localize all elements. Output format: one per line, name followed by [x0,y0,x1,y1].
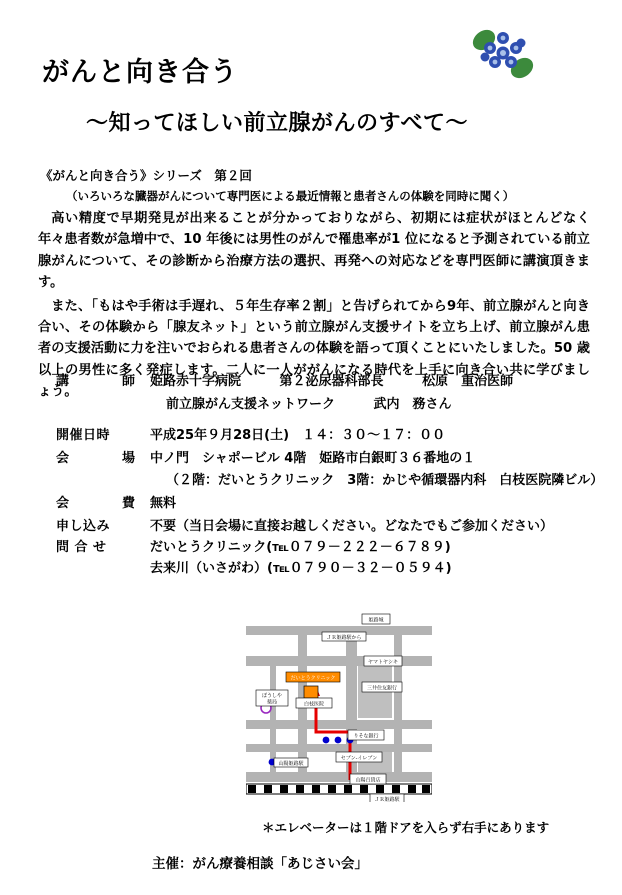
page-title: がんと向き合う [42,57,238,88]
detail-row-fee [38,494,598,514]
speaker-department: 第２泌尿器科部長 [279,374,384,389]
detail-value-venue: 中ノ門 シャポービル 4階 姫路市白銀町３６番地の１ [150,451,476,467]
organizer: 主催：がん療養相談「あじさい会」 [152,856,368,872]
detail-row-venue-note [38,471,604,491]
paragraph-1: 高い精度で早期発見が出来ることが分かっておりながら、初期には症状がほとんどなく年々患者数が急増中で、10 年後には男性のがんで罹患率が1 位になると予測されている前立腺がんについて、その診断から治療方法の選択、再発への対応などを専門医師に講演頂きます。 [38,211,590,291]
map-label-seven: セブン-イレブン [340,755,378,762]
railway-hatch [246,784,432,794]
map-label-from-station: ＪＲ姫路駅から [326,635,362,641]
detail-label-venue: 会 場 [56,451,145,467]
page-subtitle: ～知ってほしい前立腺がんのすべて～ [86,111,469,136]
detail-label-application: 申し込み [56,518,111,534]
detail-value-contact-1: だいとうクリニック(℡０７９－２２２－６７８９) [150,539,451,555]
detail-row-speaker [38,372,598,392]
map-label-boushiya-1: ぼうしや [261,693,283,699]
speaker2-name: 武内 務さん [373,397,452,413]
map-label-daito-clinic: だいとうクリニック [290,675,336,682]
detail-value-datetime: 平成25年９月28日(土) １４：３０～１７：００ [150,428,446,444]
event-details [38,372,604,582]
detail-value-speaker2 [150,395,598,415]
detail-label-datetime: 開催日時 [56,428,111,444]
detail-row-venue [38,449,598,469]
map-label-resona: りそな銀行 [353,733,379,740]
detail-row-application [38,517,598,537]
flower-logo [470,24,536,80]
detail-label-speaker: 講 師 [56,374,145,389]
map-label-smbc: 三井住友銀行 [366,685,398,692]
series-note: （いろいろな臓器がんについて専門医による最近情報と患者さんの体験を同時に聞く） [66,189,515,203]
detail-row-datetime [38,426,598,446]
map-note: ＊エレベーターは１階ドアを入らず右手にあります [262,820,550,835]
detail-row-contact2 [38,559,598,579]
map-label-boushiya-2: 薬局 [266,699,278,706]
detail-row-speaker2 [38,395,598,415]
detail-value-application: 不要（当日会場に直接お越しください。どなたでもご参加ください） [150,518,554,534]
detail-value-speaker [150,372,598,392]
paragraph-2: また、「もはや手術は手遅れ、５年生存率２割」と告げられてから9年、前立腺がんと向き合い、その体験から「腺友ネット」という前立腺がん支援サイトを立ち上げ、前立腺がん患者の支援活動に力を注いでおられる患者さんの体験を語って頂くことにいたしました。50 歳以上の男性に多く発症します。二人に一人ががんになる時代を上手に向き合い共に学びましょう。 [38,298,590,399]
map-label-shiraeda: 白枝医院 [303,701,325,708]
map-label-sanyo-station: 山陽姫路駅 [278,761,304,767]
map-label-jr-station: ＪＲ姫路駅 [374,797,400,802]
detail-value-venue-note: （２階：だいとうクリニック 3階：かじや循環器内科 白枝医院隣ビル） [166,472,604,488]
detail-value-fee: 無料 [150,495,177,511]
detail-value-contact-2: 去来川（いさがわ）(℡０７９０－３２－０５９４) [150,561,452,577]
detail-label-contact: 問 合 せ [56,539,107,555]
speaker-name: 松原 重治医師 [422,374,514,389]
detail-spacer-1 [38,416,598,426]
detail-row-contact [38,538,598,558]
detail-label-fee: 会 費 [56,495,145,511]
map-label-yamatoyashiki: ヤマトヤシキ [368,659,398,666]
speaker2-org: 前立腺がん支援ネットワーク [166,397,336,413]
target-building [304,686,318,698]
map-label-castle: 姫路城 [368,617,384,624]
access-map [246,612,432,802]
speaker-hospital: 姫路赤十字病院 [150,374,242,389]
map-label-sanyo-dept: 山陽百貨店 [355,777,381,784]
series-label: 《がんと向き合う》シリーズ 第２回 [40,168,252,183]
